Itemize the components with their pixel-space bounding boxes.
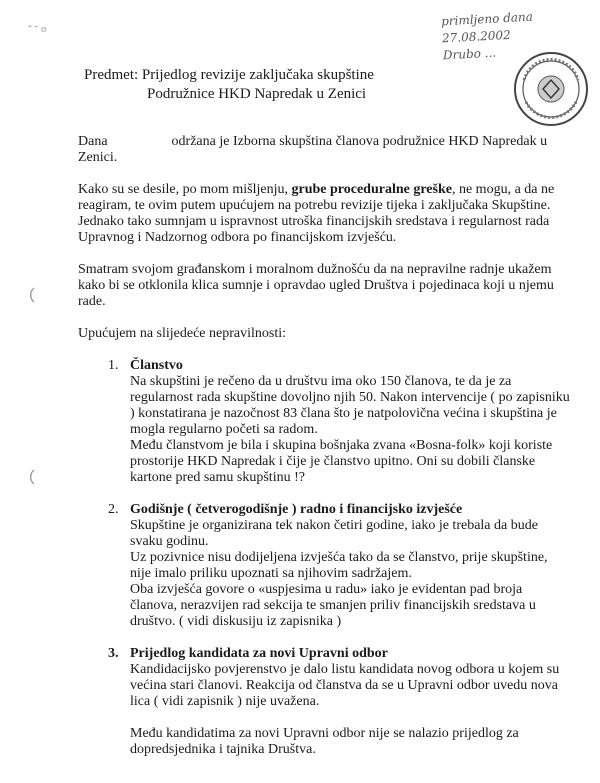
section-3-extra: Među kandidatima za novi Upravni odbor nije se nalazio prijedlog za dopredsjednika i tajnika Društva. — [130, 726, 519, 757]
paragraph-list-intro: Upućujem na slijedeće nepravilnosti: — [78, 326, 286, 341]
handnote-line-1: primljeno dana — [440, 9, 534, 29]
section-2-line-2: Uz pozivnice nisu dodijeljena izvješća tako da se članstvo, prije skupštine, nije imalo priliku upoznati sa njihovim sadržajem. — [130, 550, 548, 581]
section-2-line-1: Skupštine je organizirana tek nakon četiri godine, iako je trebala da bude svaku godinu. — [130, 518, 538, 549]
paragraph-intro — [78, 134, 570, 166]
section-2-line-3: Oba izvješća govore o «uspjesima u radu» iako je evidentan pad broja članova, nerazvijen rad sekcija te smanjen priliv financijskih sredstava u društvo. ( vidi diskusiju iz zapisnika ) — [130, 582, 536, 629]
section-3-line-1: Kandidacijsko povjerenstvo je dalo listu kandidata novog odbora u kojem su većina stari članovi. Reakcija od članstva da se u Upravni odbor uvedu nova lica ( vidi zapisnik ) nije uvažena. — [130, 662, 560, 709]
handnote-line-3: Drubo ... — [442, 45, 497, 63]
subject-line-1: Predmet: Prijedlog revizije zaključaka skupštine — [84, 67, 374, 83]
punch-hole-icon — [20, 286, 38, 304]
paragraph-reason-bold: grube proceduralne greške — [291, 182, 452, 197]
official-stamp-icon — [512, 50, 590, 128]
section-1-line-2: Među članstvom je bila i skupina bošnjaka zvana «Bosna-folk» koji koriste prostorije HKD Napredak i čije je članstvo upitno. Oni su dobili članske kartone pred samu skupštinu !? — [130, 438, 553, 485]
paragraph-reason — [78, 182, 570, 246]
paragraph-reason-end: , ne mogu, a da ne reagiram, te ovim putem upućujem na potrebu revizije tijeka i zaključaka Skupštine. Jednako tako sumnjam u ispravnost utroška financijskih sredstava i regularnost rada Upravnog i Nadzornog odbora po financijskom izvješću. — [78, 182, 555, 245]
section-2-number: 2. — [108, 502, 119, 517]
section-1-number: 1. — [108, 358, 119, 373]
section-1-title: Članstvo — [130, 358, 183, 373]
letter-body — [78, 134, 570, 774]
paragraph-duty: Smatram svojom građanskom i moralnom dužnošću da na nepravilne radnje ukažem kako bi se otklonila klica sumnje i opravdao ugled Društva i pojedinaca koji u njemu rade. — [78, 262, 554, 309]
subject-line-2: Podružnice HKD Napredak u Zenici — [147, 86, 367, 102]
paragraph-reason-start: Kako su se desile, po mom mišljenju, — [78, 182, 288, 197]
section-3 — [78, 646, 570, 758]
subject-block — [84, 66, 374, 104]
handnote-line-2: 27.08.2002 — [441, 27, 512, 46]
section-3-number: 3. — [108, 646, 119, 661]
section-3-title: Prijedlog kandidata za novi Upravni odbor — [130, 646, 388, 661]
punch-hole-icon — [20, 468, 38, 486]
paragraph-intro-end: održana je Izborna skupština članova podružnice HKD Napredak u Zenici. — [78, 134, 548, 165]
paragraph-intro-start: Dana — [78, 134, 108, 149]
section-1-line-1: Na skupštini je rečeno da u društvu ima oko 150 članova, te da je za regularnost rada skupštine dovoljno njih 50. Nakon intervencije ( po zapisniku ) konstatirana je nazočnost 83 člana što je natpolovična većina i skupština je mogla regularno početi sa radom. — [130, 374, 570, 437]
corner-scribble: ˆ ˜ ¤ — [28, 24, 47, 36]
section-2-title: Godišnje ( četverogodišnje ) radno i financijsko izvješće — [130, 502, 463, 517]
section-2 — [78, 502, 570, 630]
section-1 — [78, 358, 570, 486]
